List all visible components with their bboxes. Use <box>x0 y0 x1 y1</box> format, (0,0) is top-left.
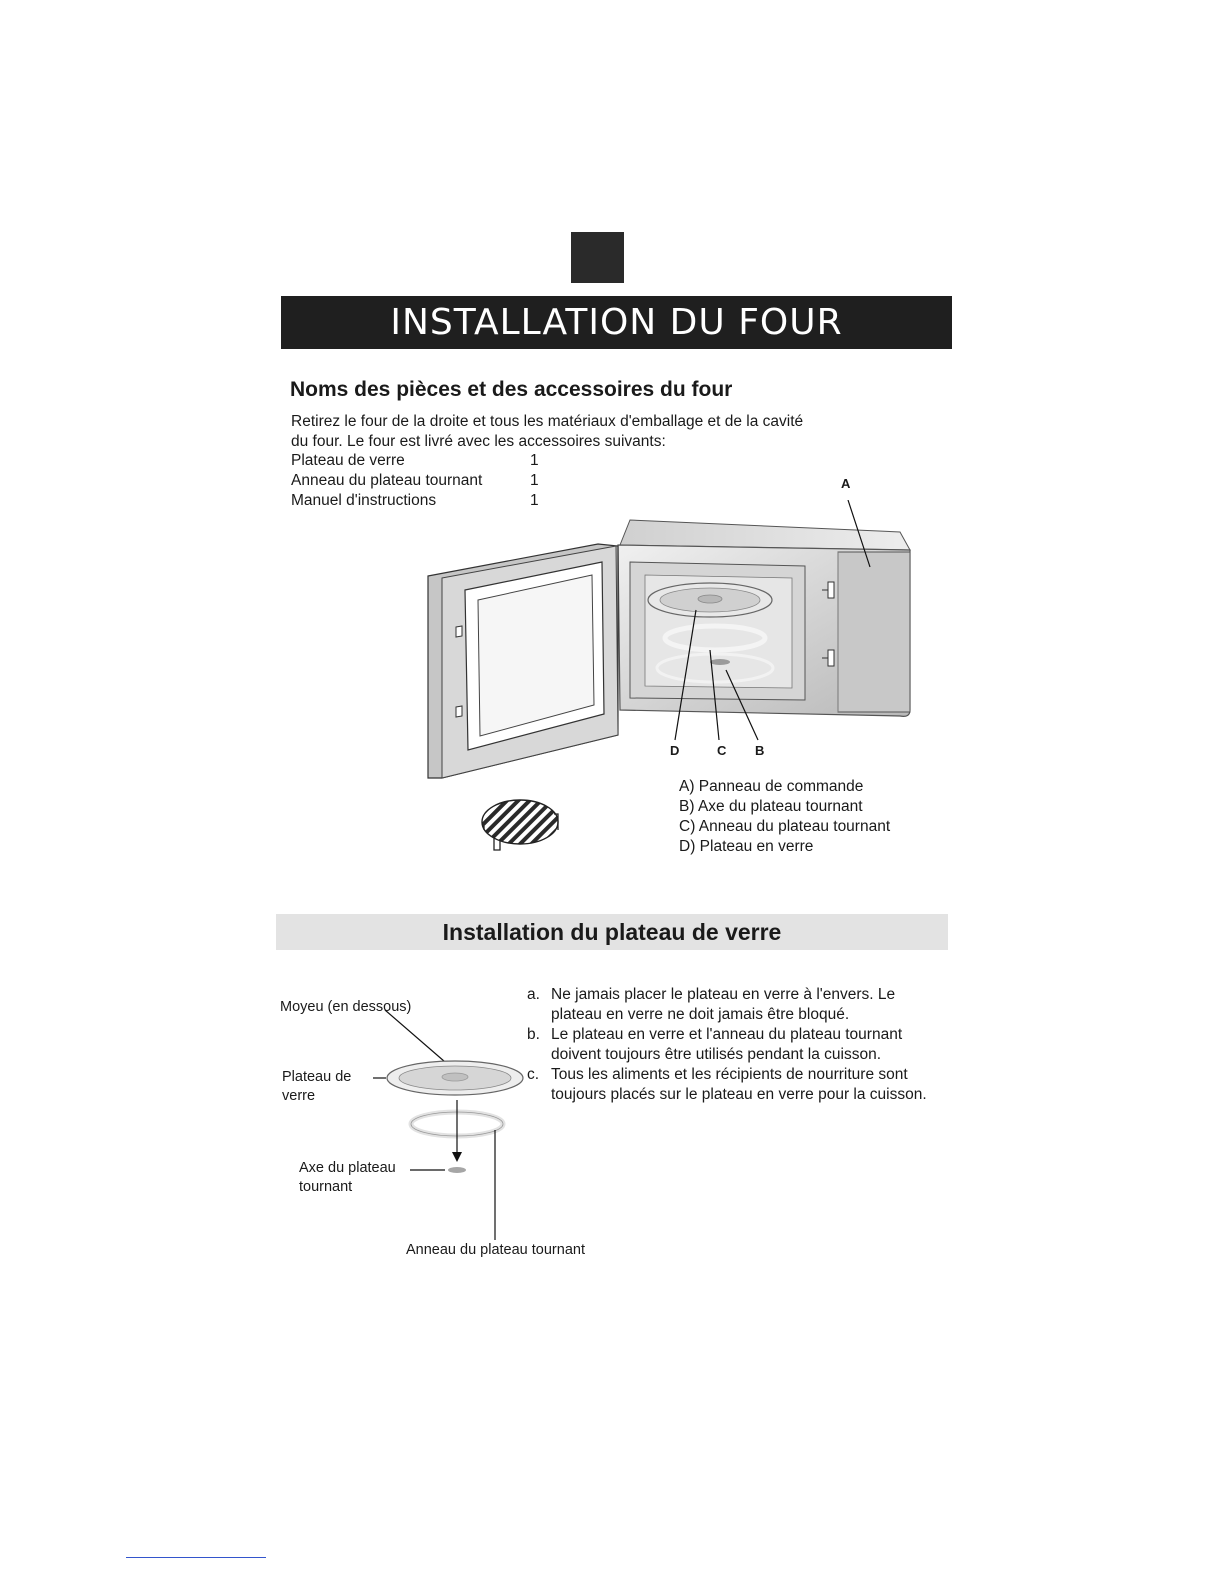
step-text: Ne jamais placer le plateau en verre à l'envers. Le plateau en verre ne doit jamais être bloqué. <box>551 986 896 1023</box>
ring-callout: Anneau du plateau tournant <box>406 1242 585 1258</box>
instruction-step <box>527 1065 947 1105</box>
step-letter: c. <box>527 1066 540 1083</box>
shaft-callout-line: Axe du plateau <box>299 1160 396 1176</box>
legend-item: A) Panneau de commande <box>679 778 864 795</box>
tray-instructions <box>527 985 947 1105</box>
diagram-label-d: D <box>670 743 680 758</box>
accessory-qty: 1 <box>530 492 539 509</box>
accessory-name: Anneau du plateau tournant <box>291 472 483 489</box>
parts-intro <box>291 412 871 452</box>
page-marker-block <box>571 232 624 283</box>
footer-link-underline <box>126 1557 266 1558</box>
accessory-name: Manuel d'instructions <box>291 492 437 509</box>
instruction-step <box>527 985 947 1025</box>
intro-line-2: du four. Le four est livré avec les accessoires suivants: <box>291 433 666 450</box>
accessory-qty: 1 <box>530 452 539 469</box>
legend-item: C) Anneau du plateau tournant <box>679 818 891 835</box>
tray-callout-line: Plateau de <box>282 1069 352 1085</box>
accessory-qty: 1 <box>530 472 539 489</box>
tray-callout <box>282 1068 351 1106</box>
step-letter: a. <box>527 986 540 1003</box>
page-title: INSTALLATION DU FOUR <box>281 296 952 349</box>
legend-item: B) Axe du plateau tournant <box>679 798 863 815</box>
shaft-callout-line: tournant <box>299 1179 353 1195</box>
step-letter: b. <box>527 1026 540 1043</box>
step-text: Le plateau en verre et l'anneau du plateau tournant doivent toujours être utilisés pendant la cuisson. <box>551 1026 903 1063</box>
diagram-label-b: B <box>755 743 765 758</box>
diagram-label-a: A <box>841 476 851 491</box>
parts-legend <box>679 777 890 857</box>
shaft-callout <box>299 1159 396 1197</box>
glass-tray-section-title: Installation du plateau de verre <box>276 914 948 950</box>
parts-section-title: Noms des pièces et des accessoires du four <box>290 378 733 401</box>
tray-callout-line: verre <box>282 1088 316 1104</box>
hub-callout: Moyeu (en dessous) <box>280 999 412 1015</box>
step-text: Tous les aliments et les récipients de nourriture sont toujours placés sur le plateau en verre pour la cuisson. <box>551 1066 927 1103</box>
diagram-label-c: C <box>717 743 727 758</box>
intro-line-1: Retirez le four de la droite et tous les matériaux d'emballage et de la cavité <box>291 413 804 430</box>
tray-assembly-diagram <box>280 1010 530 1250</box>
accessory-name: Plateau de verre <box>291 452 405 469</box>
legend-item: D) Plateau en verre <box>679 838 814 855</box>
instruction-step <box>527 1025 947 1065</box>
